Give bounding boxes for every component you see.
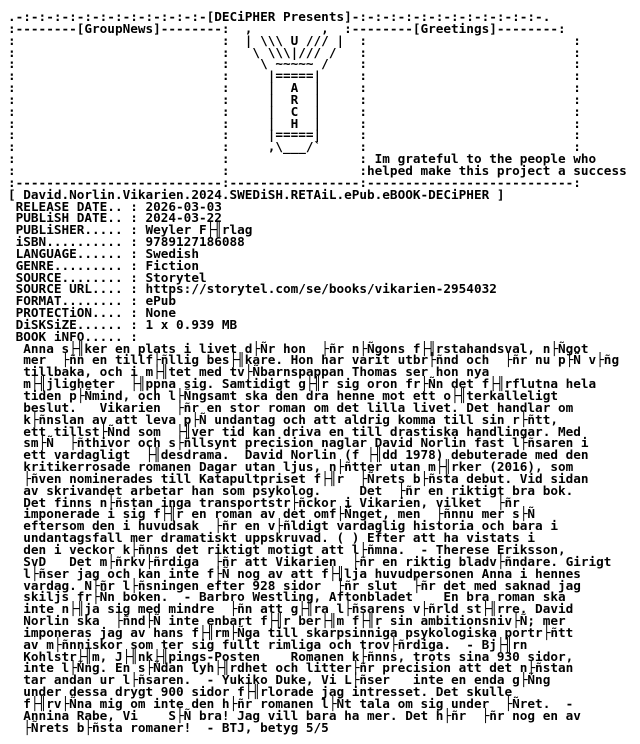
- info-line: PROTECTiON.... : None: [8, 305, 177, 321]
- book-info-line: Annina Rabe, Vi S├Ñ bra! Jag vill bara ha mer. Det h├ñr ├ñr nog en av: [8, 707, 581, 723]
- book-info-line: inte n├╢ja sig med mindre ├ñn att g├╢ra l├ñsarens v├ñrld st├╢rre. David: [8, 601, 574, 617]
- info-line: GENRE......... : Fiction: [8, 257, 199, 273]
- book-info-line: vardag. N├ñr l├ñsningen efter 928 sidor ├ñr slut ├ñr det med saknad jag: [8, 577, 581, 593]
- release-title: [ David.Norlin.Vikarien.2024.SWEDiSH.RETAiL.ePub.eBOOK-DECiPHER ]: [8, 186, 505, 202]
- nfo-text: [8, 11, 627, 733]
- nfo-header-line: : : | C | : :: [8, 103, 581, 119]
- book-info-line: ├ñven nominerades till Katapultpriset f├╢r ├Ñrets b├ñsta debut. Vid sidan: [8, 470, 589, 486]
- book-info-line: undantagsfall mer dramatiskt uppskruvad. ( ) Efter att ha vistats i: [8, 530, 536, 546]
- book-info-line: skiljs fr├Ñn boken. - Barbro Westling, Aftonbladet En bra roman ska: [8, 589, 566, 605]
- nfo-header-line: .-:-:-:-:-:-:-:-:-:-:-:-:-[DECiPHER Presents]-:-:-:-:-:-:-:-:-:-:-:-:-.: [8, 9, 551, 24]
- book-info-line: av m├ñnniskor som ter sig fullt rimliga och trov├ñrdiga. - Bj├╢rn: [8, 636, 528, 652]
- book-info-line: f├╢rv├Ñna mig om inte den h├ñr romanen l├Ñt tala om sig under ├Ñret. -: [8, 695, 574, 711]
- book-info-line: Norlin ska ├ñnd├Ñ inte enbart f├╢r ber├╢m f├╢r sin ambitionsniv├Ñ; mer: [8, 613, 566, 629]
- nfo-header-line: : : | A | : :: [8, 80, 581, 96]
- nfo-header-line: :---------------------------:-----------------:---------------------------:: [8, 174, 581, 190]
- book-info-line: under dessa drygt 900 sidor f├╢rlorade jag intresset. Det skulle: [8, 684, 513, 700]
- info-line: SOURCE........ : Storytel: [8, 269, 207, 285]
- nfo-header-line: : : :helped make this project a success: [8, 162, 627, 178]
- book-info-line: beslut. Vikarien ├ñr en stor roman om det lilla livet. Det handlar om: [8, 399, 574, 415]
- book-info-line: den i veckor k├ñnns det riktigt motigt att l├ñmna. - Therese Eriksson,: [8, 541, 566, 557]
- book-info-line: eftersom den i huvudsak ├ñr en v├ñldigt vardaglig historia och bara i: [8, 518, 558, 534]
- info-line: RELEASE DATE.. : 2026-03-03: [8, 198, 222, 214]
- book-info-line: sm├Ñ ├ñthivor och s├ñllsynt precision naglar David Norlin fast l├ñsaren i: [8, 435, 589, 451]
- book-info-line: k├ñnslan av att leva p├Ñ undantag och att aldrig komma till sin r├ñtt,: [8, 411, 558, 427]
- book-info-line: tar andan ur l├ñsaren. - Yukiko Duke, Vi L├ñser inte en enda g├Ñng: [8, 672, 551, 688]
- book-info-line: l├ñser jag och kan inte f├Ñ nog av att f├╢lja huvudpersonen Anna i hennes: [8, 565, 581, 581]
- book-info-line: av skrivandet arbetar han som psykolog. Det ├ñr en riktigt bra bok.: [8, 482, 574, 498]
- book-info-line: ett vardagligt ├╢desdrama. David Norlin (f ├╢dd 1978) debuterade med den: [8, 447, 589, 463]
- book-info-line: inte l├Ñng. En s├Ñdan lyh├╢rdhet och litter├ñr precision att det n├ñstan: [8, 660, 574, 676]
- nfo-header-line: : : | R | : :: [8, 91, 581, 107]
- info-line: DiSKSiZE...... : 1 x 0.939 MB: [8, 316, 238, 332]
- book-info-line: SvD Det m├ñrkv├ñrdiga ├ñr att Vikarien ├ñr en riktig bladv├ñndare. Girigt: [8, 553, 612, 569]
- book-info-line: tiden p├Ñmind, och l├Ñngsamt ska den dra henne mot ett o├╢terkalleligt: [8, 388, 558, 403]
- book-info-line: mer ├ñn en tillf├ñllig bes├╢kare. Hon har varit utbr├ñnd och ├ñr nu p├Ñ v├ñg: [8, 352, 620, 368]
- info-line: BOOK iNFO..... :: [8, 328, 138, 344]
- book-info-line: ett tillst├Ñnd som ├╢ver tid kan driva en till drastiska handlingar. Med: [8, 423, 581, 439]
- book-info-line: Det finns n├ñstan inga transportstr├ñckor i Vikarien, vilket ├ñr: [8, 494, 520, 510]
- info-line: FORMAT........ : ePub: [8, 293, 177, 309]
- nfo-header-line: : : \ \\\|/// / : :: [8, 44, 581, 60]
- book-info-line: Anna s├╢ker en plats i livet d├Ñr hon ├ñr n├Ñgons f├╢rstahandsval, n├Ñgot: [8, 340, 589, 356]
- nfo-header-line: : : : Im grateful to the people who: [8, 151, 597, 167]
- info-line: LANGUAGE...... : Swedish: [8, 245, 199, 261]
- book-info-line: tillbaka, och i m├╢tet med tv├Ñbarnspappan Thomas ser hon nya: [8, 364, 490, 380]
- nfo-header-line: :--------[GroupNews]--------: , , :--------[Greetings]--------:: [8, 20, 566, 36]
- info-line: SOURCE URL.... : https://storytel.com/se/books/vikarien-2954032: [8, 281, 497, 297]
- info-line: PUBLiSH DATE.. : 2024-03-22: [8, 210, 222, 226]
- nfo-header-line: : : |=====| : :: [8, 127, 581, 143]
- nfo-header-line: : : |=====| : :: [8, 68, 581, 84]
- book-info-line: kritikerrosade romanen Dagar utan ljus, n├ñtter utan m├╢rker (2016), som: [8, 459, 574, 475]
- nfo-header-line: : : ,\___/` : :: [8, 139, 581, 155]
- book-info-line: Kohlstr├╢m, J├╢nk├╢pings-Posten Romanen k├ñnns, trots sina 930 sidor,: [8, 648, 574, 664]
- book-info-line: ├Ñrets b├ñsta romaner! - BTJ, betyg 5/5: [8, 719, 329, 735]
- book-info-line: imponerade i sig f├╢r en roman av det omf├Ñnget, men ├ñnnu mer s├Ñ: [8, 506, 536, 522]
- nfo-header-line: : : | H | : :: [8, 115, 581, 131]
- nfo-header-line: : : | \\\ U /// | : :: [8, 32, 581, 48]
- book-info-line: imponeras jag av hans f├╢rm├Ñga till skarpsinniga psykologiska portr├ñtt: [8, 624, 574, 640]
- book-info-line: m├╢jligheter ├╢ppna sig. Samtidigt g├╢r sig oron fr├Ñn det f├╢rflutna hela: [8, 376, 597, 392]
- info-line: iSBN.......... : 9789127186088: [8, 234, 245, 250]
- info-line: PUBLiSHER..... : Weyler F├╢rlag: [8, 222, 253, 238]
- nfo-header-line: : : \ ~~~~~ / : :: [8, 56, 581, 72]
